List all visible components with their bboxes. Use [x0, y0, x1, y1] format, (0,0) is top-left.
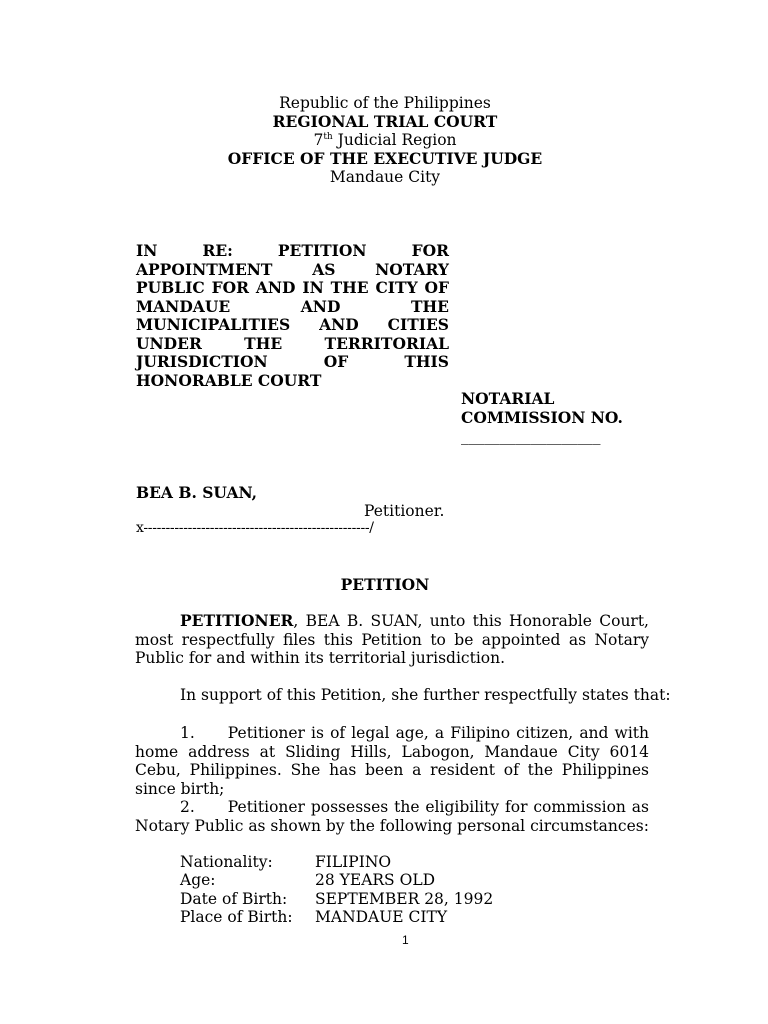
notarial-commission [461, 390, 623, 446]
circumstance-value: FILIPINO [315, 853, 392, 871]
caption-line: MUNICIPALITIES AND CITIES [136, 315, 449, 334]
circumstance-row [180, 890, 493, 909]
caption-separator: x---------------------------------------------------/ [136, 520, 374, 536]
caption-line: IN RE: PETITION FOR [136, 241, 449, 260]
circumstance-label: Place of Birth: [180, 908, 293, 926]
header-city: Mandaue City [329, 168, 441, 186]
circumstance-value: SEPTEMBER 28, 1992 [315, 890, 494, 908]
circumstance-row [180, 853, 391, 872]
support-statement: In support of this Petition, she further respectfully states that: [180, 686, 671, 704]
header-office: OFFICE OF THE EXECUTIVE JUDGE [227, 148, 543, 168]
petition-title: PETITION [340, 575, 430, 594]
header-region: 7th Judicial Region [313, 131, 457, 149]
case-caption [136, 242, 449, 390]
circumstance-value: MANDAUE CITY [315, 908, 448, 926]
caption-line: MANDAUE AND THE [136, 296, 449, 316]
circumstance-value: 28 YEARS OLD [315, 871, 436, 889]
caption-line: APPOINTMENT AS NOTARY [136, 259, 449, 279]
notarial-label: NOTARIAL [461, 389, 555, 408]
court-header [0, 94, 768, 187]
caption-line: HONORABLE COURT [136, 370, 322, 390]
caption-line: PUBLIC FOR AND IN THE CITY OF [136, 278, 449, 297]
petitioner-bold: PETITIONER [180, 611, 294, 630]
circumstance-label: Age: [180, 871, 216, 889]
caption-line: UNDER THE TERRITORIAL [136, 333, 449, 353]
header-republic: Republic of the Philippines [279, 94, 491, 112]
item-1-paragraph: 1. Petitioner is of legal age, a Filipino citizen, and with home address at Sliding Hills, Labogon, Mandaue City 6014 Cebu, Philippines. She has been a resident of the Philippines since birth; [135, 724, 649, 798]
item-2-paragraph: 2. Petitioner possesses the eligibility for commission as Notary Public as shown by the following personal circumstances: [135, 798, 649, 835]
petitioner-role: Petitioner. [364, 502, 445, 520]
item-1-number: 1. [180, 724, 195, 742]
caption-line: JURISDICTION OF THIS [136, 352, 449, 371]
circumstance-row [180, 871, 435, 890]
circumstance-label: Date of Birth: [180, 890, 288, 908]
commission-no-label: COMMISSION NO. [461, 407, 623, 427]
circumstance-row [180, 908, 447, 927]
circumstance-label: Nationality: [180, 853, 273, 871]
page-number: 1 [402, 933, 409, 947]
commission-no-blank: __________________ [461, 427, 601, 445]
intro-paragraph: PETITIONER, BEA B. SUAN, unto this Honorable Court, most respectfully files this Petition to be appointed as Notary Public for and within its territorial jurisdiction. [135, 611, 649, 667]
item-2-number: 2. [180, 798, 195, 816]
header-court: REGIONAL TRIAL COURT [272, 111, 498, 131]
petitioner-name: BEA B. SUAN, [136, 483, 258, 502]
